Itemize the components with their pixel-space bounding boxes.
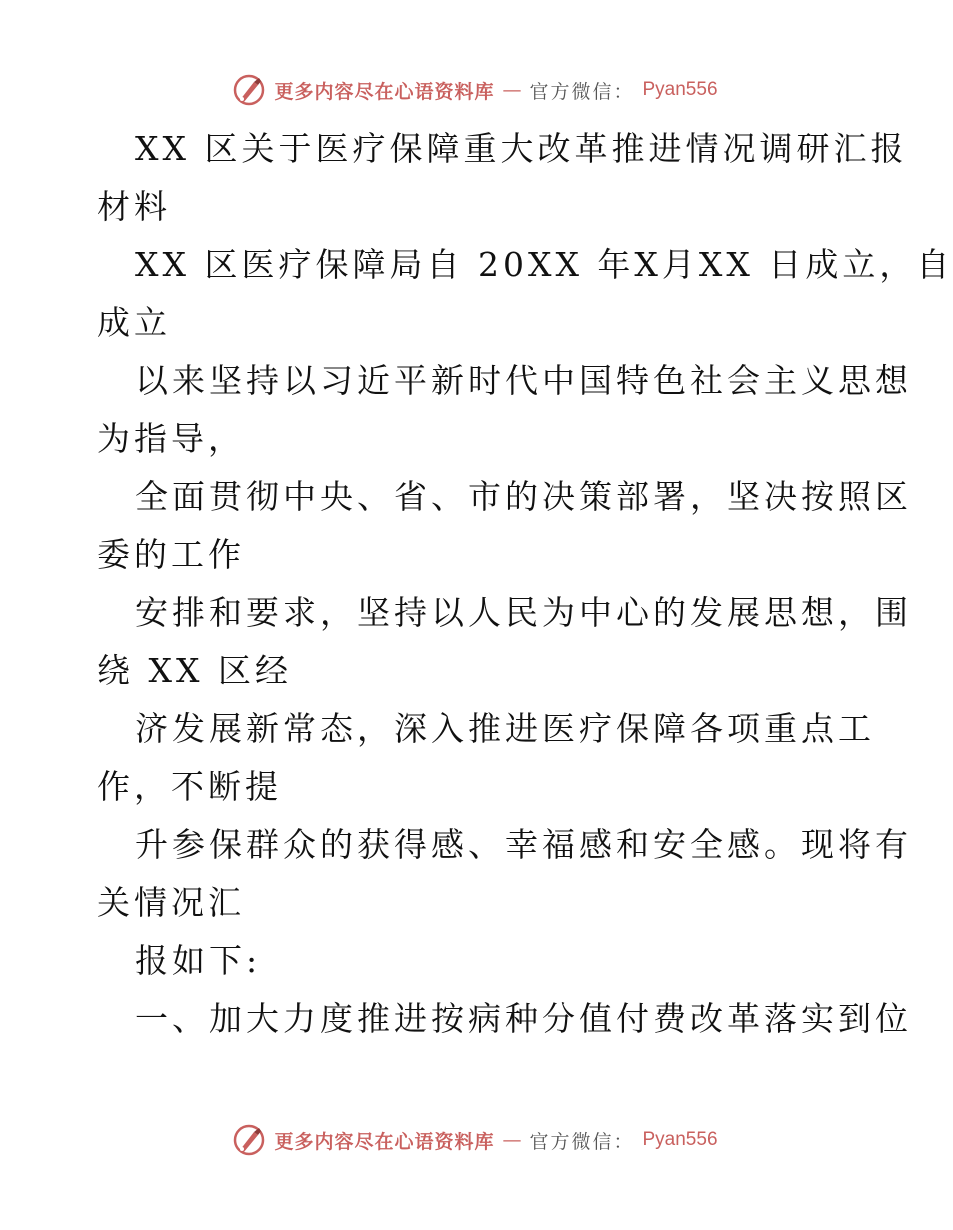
paragraph-line: 作，不断提: [97, 767, 282, 806]
watermark-label: 官方微信：: [529, 1130, 635, 1153]
paragraph-line: XX 区医疗保障局自 20XX 年X月XX 日成立，自: [135, 245, 953, 284]
paragraph-line: 报如下:: [135, 941, 262, 980]
watermark-separator: —: [502, 1129, 522, 1151]
quill-pen-logo-icon: [232, 73, 266, 107]
document-body: [97, 120, 953, 1048]
paragraph-line: 成立: [97, 303, 171, 342]
paragraph-line: 安排和要求，坚持以人民为中心的发展思想，围: [135, 593, 912, 632]
watermark-banner-bottom: [0, 1120, 950, 1160]
document-title-line-2: 材料: [97, 187, 171, 226]
watermark-label: 官方微信：: [529, 80, 635, 103]
quill-pen-logo-icon: [232, 1123, 266, 1157]
watermark-banner-top: [0, 70, 950, 110]
watermark-brand-text: 更多内容尽在心语资料库: [274, 1130, 495, 1153]
watermark-separator: —: [502, 79, 522, 101]
paragraph-line: 全面贯彻中央、省、市的决策部署，坚决按照区: [135, 477, 912, 516]
paragraph-line: 关情况汇: [97, 883, 245, 922]
paragraph-line: 绕 XX 区经: [97, 651, 292, 690]
document-title-line-1: XX 区关于医疗保障重大改革推进情况调研汇报: [135, 129, 908, 168]
paragraph-line: 委的工作: [97, 535, 245, 574]
section-heading: 一、加大力度推进按病种分值付费改革落实到位: [135, 999, 912, 1038]
paragraph-line: 以来坚持以习近平新时代中国特色社会主义思想: [135, 361, 912, 400]
paragraph-line: 升参保群众的获得感、幸福感和安全感。现将有: [135, 825, 912, 864]
paragraph-line: 为指导，: [97, 419, 245, 458]
watermark-brand-text: 更多内容尽在心语资料库: [274, 80, 495, 103]
watermark-wechat-id: Pyan556: [642, 79, 718, 100]
paragraph-line: 济发展新常态，深入推进医疗保障各项重点工: [135, 709, 875, 748]
watermark-wechat-id: Pyan556: [642, 1129, 718, 1150]
